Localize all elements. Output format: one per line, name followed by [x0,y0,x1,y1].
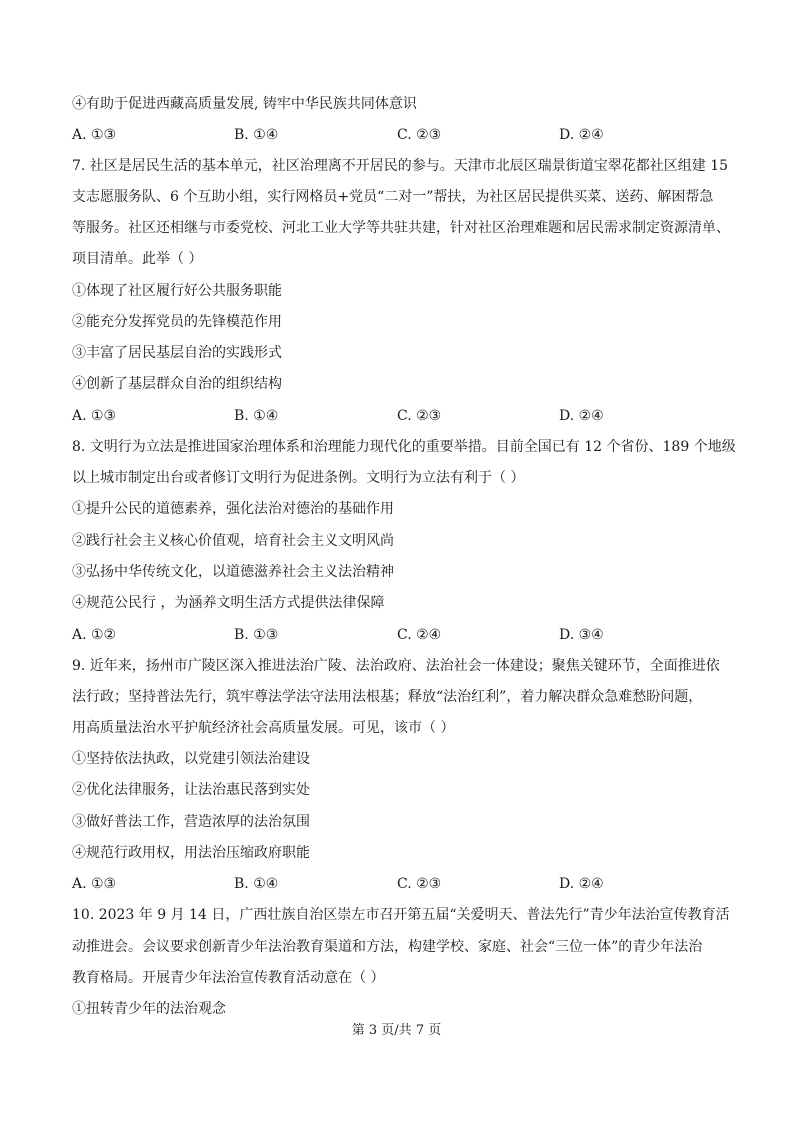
q9-item-1: ①坚持依法执政，以党建引领法治建设 [72,751,310,767]
q6-item-4: ④有助于促进西藏高质量发展, 铸牢中华民族共同体意识 [72,96,417,112]
q9-option-c[interactable]: C. ②③ [397,876,442,892]
q9-stem-line-2: 法行政；坚持普法先行，筑牢尊法学法守法用法根基；释放“法治红利”，着力解决群众急难愁盼问题， [72,689,703,705]
q10-stem-line-3: 教育格局。开展青少年法治宣传教育活动意在（ ） [72,970,385,986]
q8-option-d[interactable]: D. ③④ [559,627,604,643]
q10-stem-line-2: 动推进会。会议要求创新青少年法治教育渠道和方法，构建学校、家庭、社会“三位一体”的青少年法治 [72,939,703,955]
q6-option-d[interactable]: D. ②④ [559,127,604,143]
q7-options [72,406,722,426]
q9-option-d[interactable]: D. ②④ [559,876,604,892]
q8-option-c[interactable]: C. ②④ [397,627,442,643]
q8-item-4: ④规范公民行 ，为涵养文明生活方式提供法律保障 [72,595,385,611]
q10-item-1: ①扭转青少年的法治观念 [72,1001,226,1017]
q6-option-a[interactable]: A. ①③ [72,127,117,143]
q9-options [72,874,722,894]
q7-item-4: ④创新了基层群众自治的组织结构 [72,376,282,392]
q7-option-a[interactable]: A. ①③ [72,408,117,424]
q8-stem-line-2: 以上城市制定出台或者修订文明行为促进条例。文明行为立法有利于（ ） [72,470,525,486]
q7-item-3: ③丰富了居民基层自治的实践形式 [72,345,282,361]
q8-option-a[interactable]: A. ①② [72,627,117,643]
q7-stem-line-3: 等服务。社区还相继与市委党校、河北工业大学等共驻共建，针对社区治理难题和居民需求制定资源清单、 [72,220,730,236]
q9-option-a[interactable]: A. ①③ [72,876,117,892]
q7-option-b[interactable]: B. ①④ [234,408,279,424]
q7-item-1: ①体现了社区履行好公共服务职能 [72,283,282,299]
q8-option-b[interactable]: B. ①③ [234,627,279,643]
q8-stem-line-1: 8. 文明行为立法是推进国家治理体系和治理能力现代化的重要举措。目前全国已有 12 个省份、189 个地级 [72,439,736,455]
page-footer: 第 3 页/共 7 页 [351,1023,442,1038]
q6-option-c[interactable]: C. ②③ [397,127,442,143]
q7-stem-line-2: 支志愿服务队、6 个互助小组，实行网格员+党员“二对一”帮扶，为社区居民提供买菜、送药、解困帮急 [72,189,714,205]
q9-item-4: ④规范行政用权，用法治压缩政府职能 [72,845,310,861]
q7-option-c[interactable]: C. ②③ [397,408,442,424]
q9-stem-line-3: 用高质量法治水平护航经济社会高质量发展。可见，该市（ ） [72,720,455,736]
q10-stem-line-1: 10. 2023 年 9 月 14 日，广西壮族自治区崇左市召开第五届“关爱明天、普法先行”青少年法治宣传教育活 [72,907,730,923]
q7-stem-line-1: 7. 社区是居民生活的基本单元，社区治理离不开居民的参与。天津市北辰区瑞景街道宝翠花都社区组建 15 [72,158,729,174]
q9-option-b[interactable]: B. ①④ [234,876,279,892]
q7-stem-line-4: 项目清单。此举（ ） [72,251,203,267]
q7-item-2: ②能充分发挥党员的先锋模范作用 [72,314,282,330]
q7-option-d[interactable]: D. ②④ [559,408,604,424]
q8-item-2: ②践行社会主义核心价值观，培育社会主义文明风尚 [72,533,394,549]
q9-item-3: ③做好普法工作，营造浓厚的法治氛围 [72,814,310,830]
q8-item-1: ①提升公民的道德素养，强化法治对德治的基础作用 [72,501,394,517]
q6-option-b[interactable]: B. ①④ [234,127,279,143]
q8-options [72,625,722,645]
q6-options [72,125,722,145]
q9-item-2: ②优化法律服务，让法治惠民落到实处 [72,782,310,798]
q8-item-3: ③弘扬中华传统文化，以道德滋养社会主义法治精神 [72,564,394,580]
q9-stem-line-1: 9. 近年来，扬州市广陵区深入推进法治广陵、法治政府、法治社会一体建设；聚焦关键环节，全面推进依 [72,658,720,674]
